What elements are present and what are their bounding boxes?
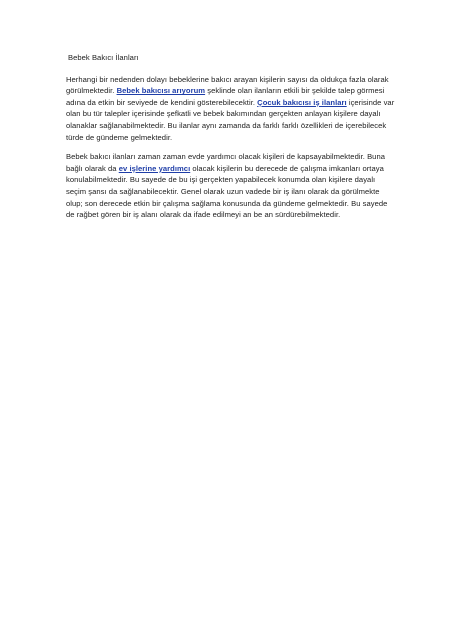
paragraph-1-text-3: içerisinde var olan bu tür talepler içerisinde şefkatli ve bebek bakımından gerçekten anlayan kişilere dayalı olanaklar sağlanabilmektedir. Bu ilanlar aynı zamanda da farklı farklı özellikleri de içerebilecek türde de gündeme gelmektedir. — [66, 97, 395, 142]
document-title: Bebek Bakıcı İlanları — [68, 53, 139, 62]
paragraph-1-text-1: Herhangi bir nedenden dolayı bebeklerine bakıcı arayan kişilerin sayısı da oldukça fazla olarak görülmektedir. — [66, 74, 389, 96]
link-cocuk-bakicisi-is-ilanlari[interactable]: Çocuk bakıcısı iş ilanları — [257, 97, 347, 107]
paragraph-2-text-1: Bebek bakıcı ilanları zaman zaman evde yardımcı olacak kişileri de kapsayabilmektedir. Buna bağlı olarak da — [66, 152, 385, 173]
paragraph-2 — [66, 151, 396, 221]
link-ev-islerine-yardimci[interactable]: ev işlerine yardımcı — [118, 163, 191, 173]
paragraph-2-text-2: olacak kişilerin bu derecede de çalışma imkanları ortaya konulabilmektedir. Bu sayede de bu işi gerçekten yapabilecek konumda olan kişilere dayalı seçim şansı da sağlanabilecektir. Genel olarak uzun vadede bir iş ilanı olarak da görülmekte olup; son derecede etkin bir çalışma sağlama konusunda da gündeme gelmektedir. Bu sayede de rağbet gören bir iş alanı olarak da ifade edilmeyi an be an sürdürebilmektedir. — [66, 163, 388, 220]
document-content — [66, 52, 396, 229]
link-bebek-bakicisi-ariyorum[interactable]: Bebek bakıcısı arıyorum — [116, 86, 206, 96]
paragraph-1-text-2: şeklinde olan ilanların etkili bir şekilde talep görmesi adına da etkin bir seviyede de kendini gösterebilecektir. — [66, 86, 385, 107]
paragraph-1 — [66, 74, 396, 144]
